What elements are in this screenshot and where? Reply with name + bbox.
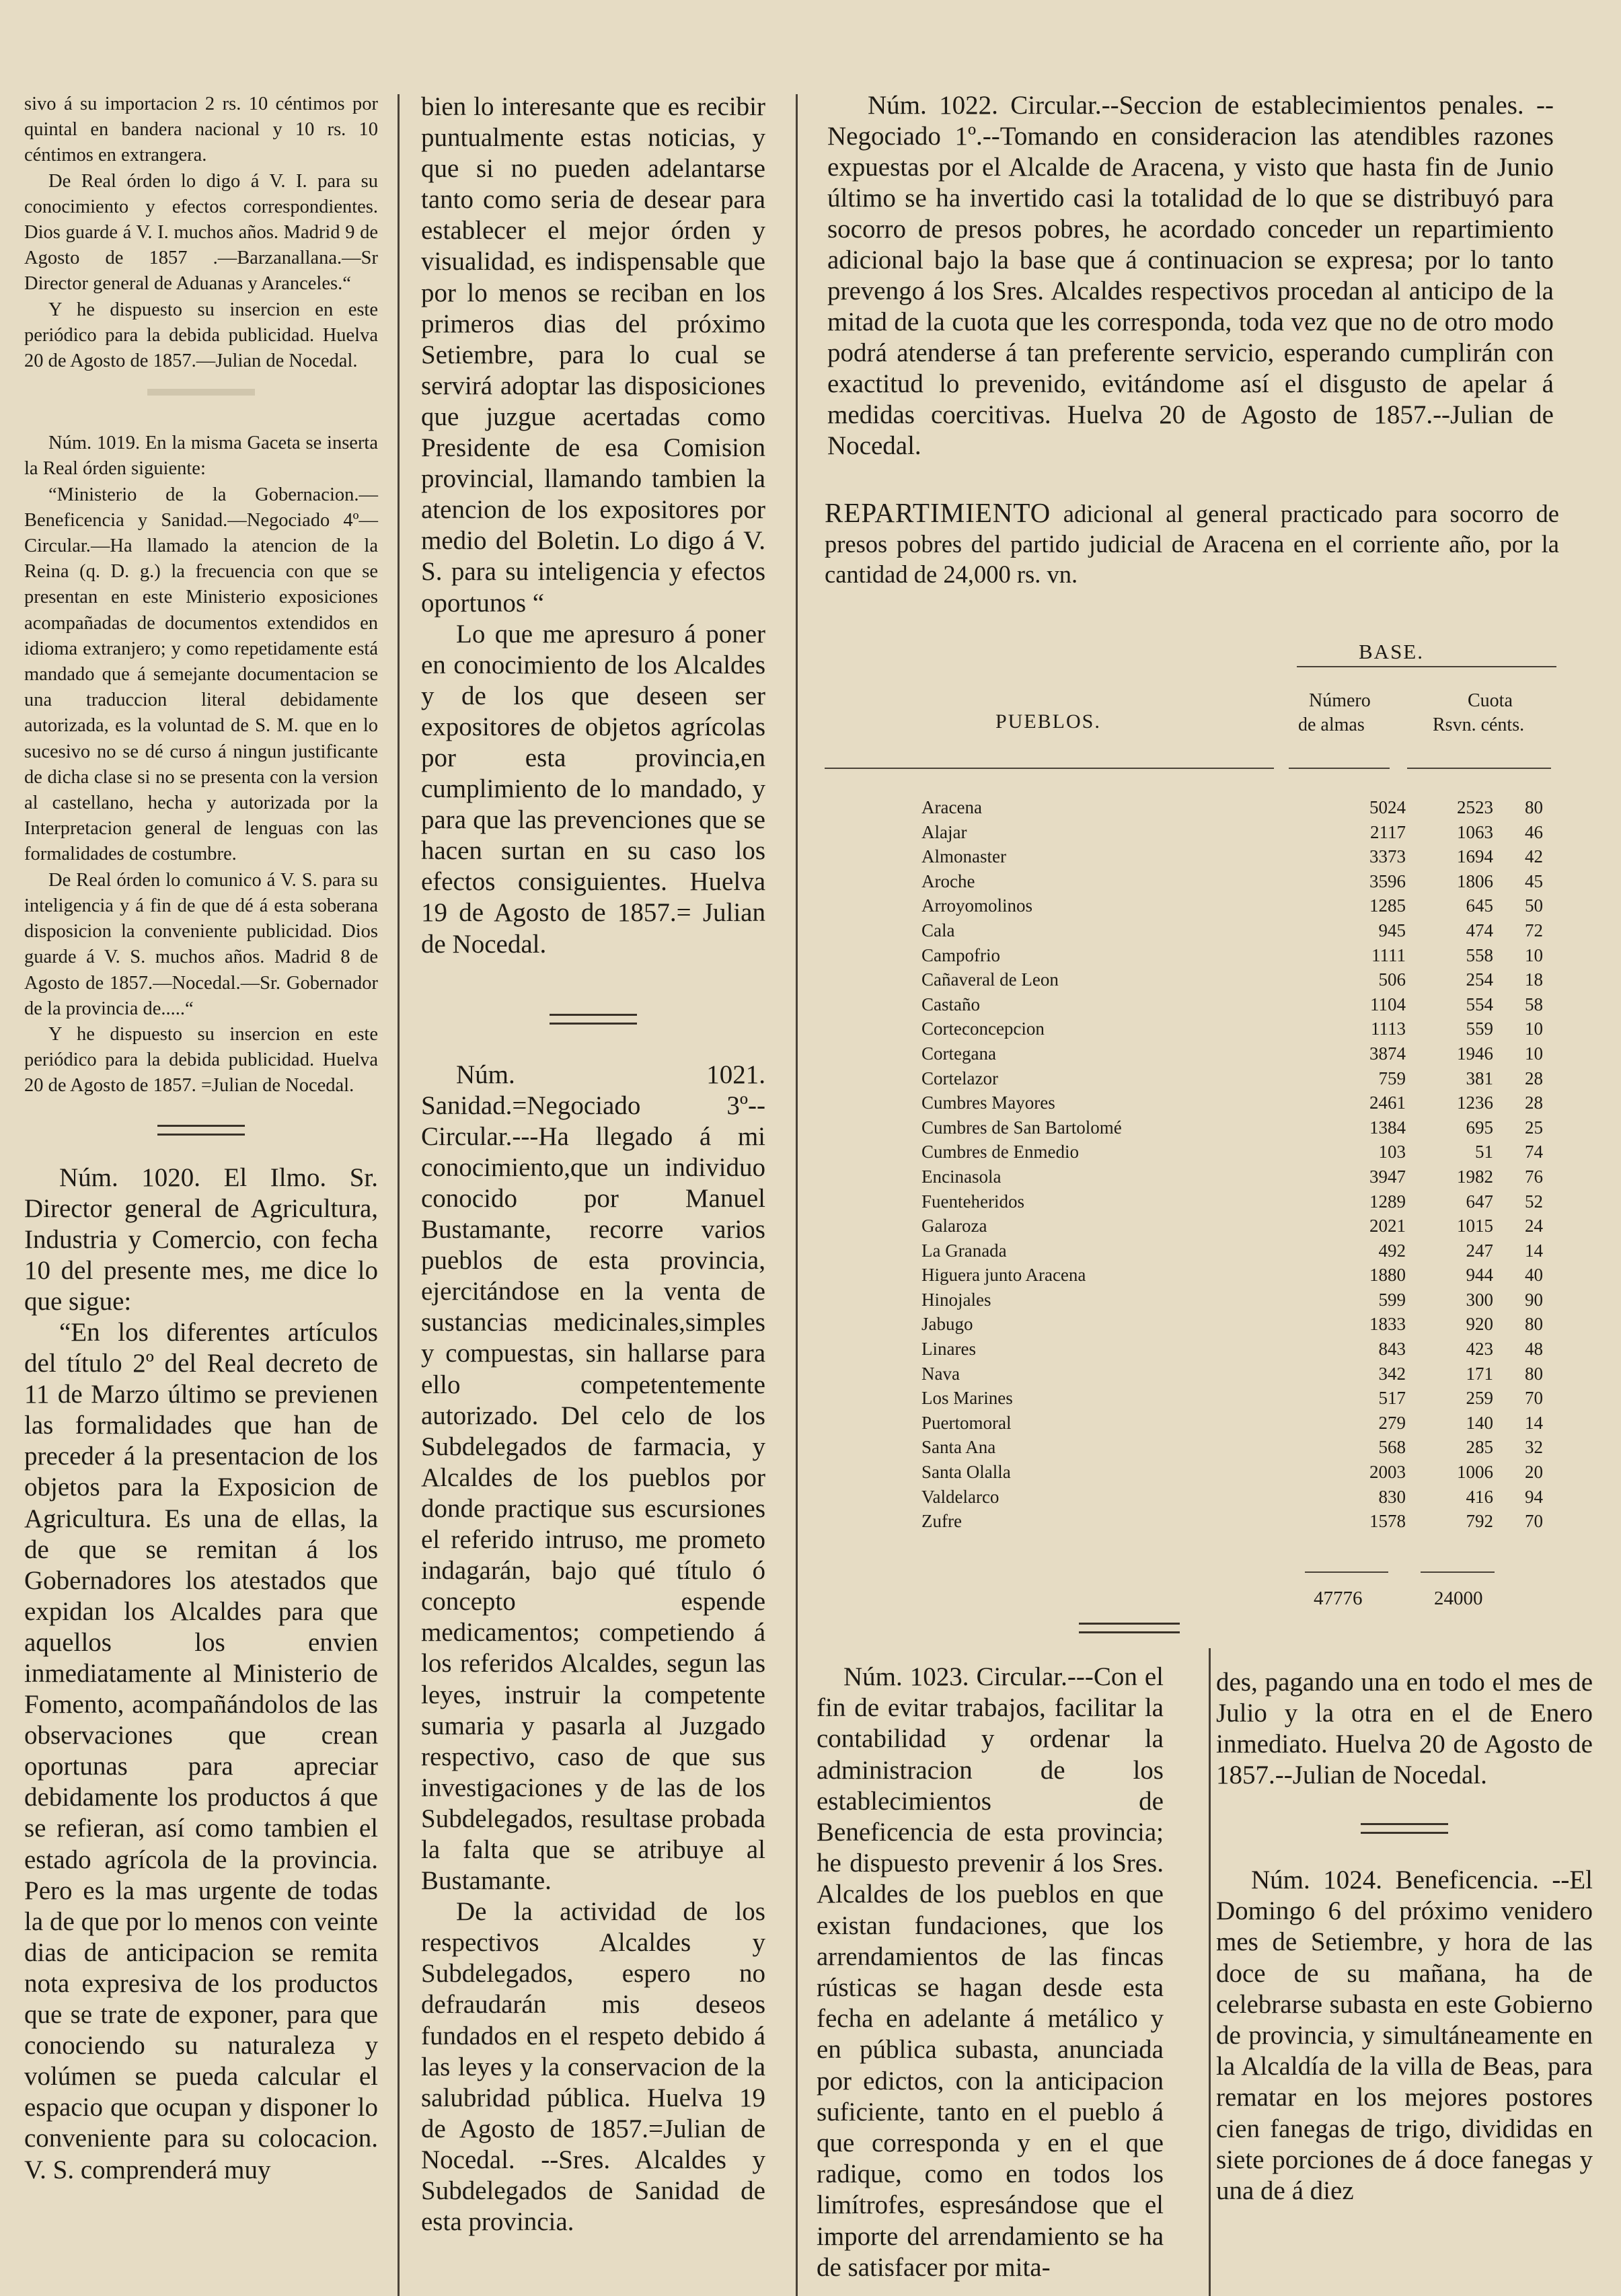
pueblo-name: Linares [921,1339,976,1360]
pueblo-name: Corteconcepcion [921,1019,1045,1039]
table-row [827,893,1543,918]
cell-spacer [1244,1337,1345,1362]
cell-spacer [1406,893,1433,918]
cell-spacer [1406,1312,1433,1337]
table-row [827,820,1543,845]
cell-spacer [1406,1386,1433,1411]
cuota-centimos: 52 [1525,1191,1543,1212]
header-rule-cuota [1407,768,1551,769]
cuota-reales: 51 [1475,1142,1493,1162]
cuota-centimos: 20 [1525,1462,1543,1483]
almas-value: 759 [1378,1068,1406,1088]
cuota-centimos: 14 [1525,1240,1543,1261]
almas-value: 2021 [1369,1216,1406,1236]
table-row [827,1288,1543,1312]
cuota-reales: 1982 [1457,1166,1493,1187]
fragment-publication: Y he dispuesto su insercion en este periódico para la debida publicidad. Huelva 20 de Agosto de 1857.—Julian de Nocedal. [24,299,378,372]
table-row [827,1386,1543,1411]
cuota-reales: 381 [1466,1068,1493,1088]
table-row [827,844,1543,869]
almas-value: 1111 [1371,945,1406,965]
repartimiento-table [827,795,1543,1534]
n1019-heading: Núm. 1019. En la misma Gaceta se inserta la Real órden siguiente: [24,433,378,480]
cuota-centimos: 58 [1525,994,1543,1014]
cuota-reales: 559 [1466,1019,1493,1039]
total-rule-almas [1305,1571,1388,1573]
table-row [827,1238,1543,1263]
table-row [827,943,1543,968]
table-row [827,1189,1543,1214]
repartimiento-word: REPARTIMIENTO [825,497,1051,528]
table-row [827,1485,1543,1510]
cuota-centimos: 70 [1525,1388,1543,1409]
almas-value: 2461 [1369,1093,1406,1113]
almas-value: 1104 [1370,994,1406,1014]
table-row [827,795,1543,820]
column-rule-1 [398,94,400,2296]
table-row [827,1041,1543,1066]
cell-spacer [1406,1115,1433,1140]
n1020-announcement: Lo que me apresuro á poner en conocimiento de los Alcaldes y de los que deseen ser expositores de objetos agrícolas por esta provincia,en cumplimiento de lo mandado, y para que las prevenciones que se hacen surtan en su caso los efectos consiguientes. Huelva 19 de Agosto de 1857.= Julian de Nocedal. [421,619,765,959]
pueblo-name: Cumbres de Enmedio [921,1142,1079,1162]
cuota-centimos: 28 [1525,1093,1543,1113]
n1020-body: “En los diferentes artículos del título 2º del Real decreto de 11 de Marzo último se previenen las formalidades que han de preceder á la presentacion de los objetos para la Exposicion de Agricultura. Es una de ellas, la de que se remitan á los Gobernadores los atestados que expidan los Alcaldes para que aquellos los envien inmediatamente al Ministerio de Fomento, acompañándolos de las observaciones que crean oportunas para apreciar debidamente los productos á que se refieran, así como tambien el estado agrícola de la provincia. Pero es la mas urgente de todas la de que por lo menos con veinte dias de anticipacion se remita nota expresiva de los productos que se trate de exponer, para que conociendo su naturaleza y volúmen se pueda calcular el espacio que ocupan y disponer lo conveniente para su colocacion. V. S. comprenderá muy [24,1317,378,2184]
cell-spacer [1406,918,1433,943]
n1023-block [817,1662,1164,2283]
n1020-continuation: bien lo interesante que es recibir puntualmente estas noticias, y que si no pueden adelantarse tanto como seria de desear para establecer el mejor órden y visualidad, es indispensable que por lo menos se reciban en los primeros dias del próximo Setiembre, para lo cual se servirá adoptar las disposiciones que juzgue acertadas como Presidente de esa Comision provincial, llamando tambien la atencion de los expositores por medio del Boletin. Lo digo á V. S. para su inteligencia y efectos oportunos “ [421,92,765,618]
pueblo-name: Jabugo [921,1314,973,1335]
cell-spacer [1244,1411,1345,1436]
cell-spacer [1406,1362,1433,1386]
repartimiento-title-rest: adicional al general practicado para socorro de presos pobres del partido judicial de Aracena en el corriente año, por la cantidad de 24,000 rs. vn. [825,500,1559,588]
pueblo-name: Los Marines [921,1388,1013,1409]
almas-value: 1285 [1369,895,1406,916]
cell-spacer [1244,1263,1345,1288]
pueblo-name: Castaño [921,994,980,1014]
almas-value: 3596 [1369,871,1406,891]
cell-spacer [1244,869,1345,894]
cell-spacer [1244,1041,1345,1066]
cuota-centimos: 48 [1525,1339,1543,1360]
header-rule-pueblos [825,768,1274,769]
separator [147,389,255,396]
cuota-centimos: 46 [1525,821,1543,842]
table-row [827,869,1543,894]
cell-spacer [1244,918,1345,943]
almas-value: 3373 [1369,846,1406,867]
cell-spacer [1406,1288,1433,1312]
cell-spacer [1406,820,1433,845]
almas-value: 830 [1378,1486,1406,1507]
cuota-reales: 695 [1466,1117,1493,1138]
cell-spacer [1244,1115,1345,1140]
cell-spacer [1244,893,1345,918]
pueblo-name: Hinojales [921,1289,991,1310]
almas-value: 5024 [1369,797,1406,817]
almas-value: 1578 [1369,1511,1406,1532]
pueblo-name: Zufre [921,1511,962,1532]
cell-spacer [1244,1090,1345,1115]
almas-value: 517 [1378,1388,1406,1409]
pueblo-name: Galaroza [921,1216,987,1236]
cell-spacer [1244,1016,1345,1041]
n1020-heading: Núm. 1020. El Ilmo. Sr. Director general de Agricultura, Industria y Comercio, con fecha 10 del presente mes, me dice lo que sigue: [24,1162,378,1316]
table-row [827,1016,1543,1041]
col-header-almas: de almas [1298,714,1365,735]
total-cuota: 24000 [1434,1588,1483,1609]
n1022-body: Núm. 1022. Circular.--Seccion de establecimientos penales. --Negociado 1º.--Tomando en consideracion las atendibles razones expuestas por el Alcalde de Aracena, y visto que hasta fin de Junio último se ha invertido casi la totalidad de lo que se distribuyó para socorro de presos pobres, he acordado conceder un repartimiento adicional bajo la base que á continuacion se expresa; por lo tanto prevengo á los Sres. Alcaldes respectivos procedan al anticipo de la mitad de la cuota que les corresponda, toda vez que no de otro modo podrá atenderse á tan preferente servicio, esperando cumplirán con exactitud lo prevenido, evitándome así el disgusto de apelar á medidas coercitivas. Huelva 20 de Agosto de 1857.--Julian de Nocedal. [827,91,1554,460]
cuota-centimos: 76 [1525,1166,1543,1187]
cell-spacer [1406,1263,1433,1288]
table-row [827,1140,1543,1164]
cell-spacer [1406,1214,1433,1238]
cuota-centimos: 10 [1525,1019,1543,1039]
pueblo-name: Cortegana [921,1043,996,1064]
pueblo-name: La Granada [921,1240,1007,1261]
col-header-numero: Número [1309,690,1371,711]
cell-spacer [1244,1362,1345,1386]
pueblo-name: Puertomoral [921,1412,1012,1433]
cuota-centimos: 10 [1525,945,1543,965]
almas-value: 3874 [1369,1043,1406,1064]
table-row [827,1509,1543,1534]
separator [1079,1623,1180,1633]
cell-spacer [1406,1509,1433,1534]
n1021-closing: De la actividad de los respectivos Alcaldes y Subdelegados, espero no defraudarán mis deseos fundados en el respeto debido á las leyes y la conservacion de la salubridad pública. Huelva 19 de Agosto de 1857.=Julian de Nocedal. --Sres. Alcaldes y Subdelegados de Sanidad de esta provincia. [421,1897,765,2237]
table-row [827,992,1543,1017]
cuota-centimos: 24 [1525,1216,1543,1236]
cuota-reales: 647 [1466,1191,1493,1212]
cuota-centimos: 42 [1525,846,1543,867]
cell-spacer [1244,943,1345,968]
almas-value: 2117 [1370,821,1406,842]
pueblo-name: Campofrio [921,945,1000,965]
cuota-reales: 792 [1466,1511,1493,1532]
bottom-right-block [1216,1667,1593,2207]
pueblo-name: Encinasola [921,1166,1002,1187]
cell-spacer [1406,1485,1433,1510]
cuota-centimos: 70 [1525,1511,1543,1532]
n1019-publication: Y he dispuesto su insercion en este periódico para la debida publicidad. Huelva 20 de Agosto de 1857. =Julian de Nocedal. [24,1023,378,1097]
cell-spacer [1244,967,1345,992]
cell-spacer [1406,1189,1433,1214]
cuota-centimos: 80 [1525,797,1543,817]
table-row [827,918,1543,943]
cuota-reales: 1006 [1457,1462,1493,1483]
table-row [827,1312,1543,1337]
n1022-block [827,90,1554,461]
cuota-reales: 259 [1466,1388,1493,1409]
almas-value: 506 [1378,969,1406,990]
cell-spacer [1244,1435,1345,1460]
separator [157,1125,245,1136]
table-row [827,1115,1543,1140]
pueblo-name: Nava [921,1363,960,1384]
pueblo-name: Cumbres de San Bartolomé [921,1117,1122,1138]
col-header-rsvn: Rsvn. cénts. [1433,714,1525,735]
cuota-reales: 558 [1466,945,1493,965]
pueblo-name: Cumbres Mayores [921,1093,1055,1113]
cell-spacer [1406,1238,1433,1263]
fragment-top: sivo á su importacion 2 rs. 10 céntimos por quintal en bandera nacional y 10 rs. 10 céntimos en extrangera. [24,94,378,166]
almas-value: 1833 [1369,1314,1406,1335]
n1019-body: “Ministerio de la Gobernacion.—Beneficencia y Sanidad.—Negociado 4º—Circular.—Ha llamado la atencion de la Reina (q. D. g.) la frecuencia con que se presentan en este Ministerio exposiciones acompañadas de documentos extendidos en idioma extranjero; y como repetidamente está mandado que á semejante documentacion se una traduccion literal debidamente autorizada, es la voluntad de S. M. que en lo sucesivo no se dé curso á ningun justificante de dicha clase si no se presenta con la version al castellano, hecha y autorizada por la Interpretacion general de lenguas con las formalidades de costumbre. [24,484,378,865]
n1023-body: Núm. 1023. Circular.---Con el fin de evitar trabajos, facilitar la contabilidad y ordenar la administracion de los establecimientos de Beneficencia de esta provincia; he dispuesto prevenir á los Sres. Alcaldes de los pueblos en que existan fundaciones, que los arrendamientos de las fincas rústicas se hagan desde esta fecha en adelante á metálico y en pública subasta, anunciada por edictos, con la anticipacion suficiente, tanto en el pueblo á que corresponda y en el que radique, como en todos los limítrofes, espresándose que el importe del arrendamiento se ha de satisfacer por mita- [817,1662,1164,2282]
pueblo-name: Aracena [921,797,982,817]
cuota-reales: 1236 [1457,1093,1493,1113]
header-rule-numero [1289,768,1390,769]
cell-spacer [1244,1189,1345,1214]
n1019-order: De Real órden lo comunico á V. S. para su inteligencia y á fin de que dé á esta soberana disposicion la conveniente publicidad. Dios guarde á V. S. muchos años. Madrid 8 de Agosto de 1857.—Nocedal.—Sr. Gobernador de la provincia de.....“ [24,869,378,1019]
cell-spacer [1406,844,1433,869]
cell-spacer [1244,795,1345,820]
almas-value: 103 [1378,1142,1406,1162]
cell-spacer [1406,1435,1433,1460]
fragment-order: De Real órden lo digo á V. I. para su conocimiento y efectos correspondientes. Dios guarde á V. I. muchos años. Madrid 9 de Agosto de 1857 .—Barzanallana.—Sr Director general de Aduanas y Aranceles.“ [24,170,378,295]
cell-spacer [1406,943,1433,968]
separator [550,1014,637,1025]
cuota-centimos: 14 [1525,1412,1543,1433]
almas-value: 279 [1378,1412,1406,1433]
pueblo-name: Alajar [921,821,967,842]
table-row [827,967,1543,992]
cuota-reales: 1063 [1457,821,1493,842]
almas-value: 2003 [1369,1462,1406,1483]
pueblo-name: Valdelarco [921,1486,1000,1507]
cuota-reales: 1806 [1457,871,1493,891]
almas-value: 1113 [1371,1019,1406,1039]
cuota-reales: 416 [1466,1486,1493,1507]
cuota-reales: 1946 [1457,1043,1493,1064]
pueblo-name: Cortelazor [921,1068,998,1088]
cuota-centimos: 18 [1525,969,1543,990]
table-row [827,1362,1543,1386]
cell-spacer [1244,1288,1345,1312]
cuota-centimos: 28 [1525,1068,1543,1088]
cuota-reales: 920 [1466,1314,1493,1335]
cuota-reales: 474 [1466,920,1493,940]
cuota-centimos: 72 [1525,920,1543,940]
cuota-centimos: 74 [1525,1142,1543,1162]
cell-spacer [1244,1485,1345,1510]
cuota-centimos: 80 [1525,1314,1543,1335]
repartimiento-table-wrap [827,795,1543,1534]
cell-spacer [1406,1090,1433,1115]
cuota-centimos: 90 [1525,1289,1543,1310]
cuota-reales: 554 [1466,994,1493,1014]
table-row [827,1066,1543,1091]
cuota-reales: 1015 [1457,1216,1493,1236]
cell-spacer [1244,1238,1345,1263]
cell-spacer [1244,1140,1345,1164]
column-rule-2 [796,94,798,2296]
cuota-centimos: 10 [1525,1043,1543,1064]
pueblo-name: Higuera junto Aracena [921,1265,1086,1286]
pueblo-name: Fuenteheridos [921,1191,1024,1212]
cell-spacer [1244,1386,1345,1411]
almas-value: 843 [1378,1339,1406,1360]
cuota-centimos: 80 [1525,1363,1543,1384]
cuota-reales: 254 [1466,969,1493,990]
cell-spacer [1244,1460,1345,1485]
cell-spacer [1244,1509,1345,1534]
pueblo-name: Cala [921,920,955,940]
table-row [827,1411,1543,1436]
pueblo-name: Cañaveral de Leon [921,969,1059,990]
table-row [827,1214,1543,1238]
table-row [827,1164,1543,1189]
cell-spacer [1406,1041,1433,1066]
cell-spacer [1406,1337,1433,1362]
cell-spacer [1244,1312,1345,1337]
almas-value: 1384 [1369,1117,1406,1138]
pueblo-name: Almonaster [921,846,1006,867]
almas-value: 1289 [1369,1191,1406,1212]
total-rule-cuota [1421,1571,1495,1573]
cuota-reales: 285 [1466,1437,1493,1458]
cuota-reales: 247 [1466,1240,1493,1261]
cell-spacer [1244,992,1345,1017]
pueblo-name: Santa Olalla [921,1462,1011,1483]
table-row [827,1435,1543,1460]
almas-value: 568 [1378,1437,1406,1458]
cuota-reales: 944 [1466,1265,1493,1286]
almas-value: 342 [1378,1363,1406,1384]
repartimiento-title [825,498,1559,589]
table-base-header: BASE. [1359,640,1424,663]
cuota-reales: 645 [1466,895,1493,916]
column-1 [24,91,378,2186]
cuota-reales: 140 [1466,1412,1493,1433]
pueblo-name: Santa Ana [921,1437,996,1458]
cuota-reales: 300 [1466,1289,1493,1310]
cuota-reales: 2523 [1457,797,1493,817]
cell-spacer [1406,967,1433,992]
table-row [827,1460,1543,1485]
cell-spacer [1244,1214,1345,1238]
cell-spacer [1406,1016,1433,1041]
cuota-reales: 171 [1466,1363,1493,1384]
col-header-pueblos: PUEBLOS. [995,710,1101,733]
cuota-reales: 1694 [1457,846,1493,867]
cuota-reales: 423 [1466,1339,1493,1360]
cell-spacer [1406,1460,1433,1485]
cell-spacer [1244,844,1345,869]
col-header-cuota: Cuota [1468,690,1513,711]
cuota-centimos: 40 [1525,1265,1543,1286]
cuota-centimos: 50 [1525,895,1543,916]
pueblo-name: Aroche [921,871,975,891]
base-underline [1297,666,1556,667]
column-rule-3 [1209,1648,1211,2296]
cell-spacer [1406,1411,1433,1436]
almas-value: 492 [1378,1240,1406,1261]
cuota-centimos: 45 [1525,871,1543,891]
cuota-centimos: 94 [1525,1486,1543,1507]
cell-spacer [1244,1066,1345,1091]
almas-value: 599 [1378,1289,1406,1310]
almas-value: 1880 [1369,1265,1406,1286]
cell-spacer [1244,1164,1345,1189]
separator [1361,1823,1448,1834]
cell-spacer [1406,1164,1433,1189]
n1023-continuation: des, pagando una en todo el mes de Julio y la otra en el de Enero inmediato. Huelva 20 de Agosto de 1857.--Julian de Nocedal. [1216,1668,1593,1789]
total-almas: 47776 [1314,1588,1363,1609]
table-row [827,1263,1543,1288]
cuota-centimos: 32 [1525,1437,1543,1458]
cell-spacer [1406,1140,1433,1164]
cell-spacer [1406,992,1433,1017]
table-row [827,1090,1543,1115]
n1021-body: Núm. 1021. Sanidad.=Negociado 3º--Circular.---Ha llegado á mi conocimiento,que un individuo conocido por Manuel Bustamante, recorre varios pueblos de esta provincia, ejercitándose en la venta de sustancias medicinales,simples y compuestas, sin hallarse para ello competentemente autorizado. Del celo de los Subdelegados de farmacia, y Alcaldes de los pueblos por donde practique sus escursiones el referido intruso, me prometo indagarán, bajo qué título ó concepto espende medicamentos; competiendo á los referidos Alcaldes, segun las leyes, instruir la competente sumaria y pasarla al Juzgado respectivo, caso de que sus investigaciones y de las de los Subdelegados, resultase probada la falta que se atribuye al Bustamante. [421,1060,765,1896]
n1024-body: Núm. 1024. Beneficencia. --El Domingo 6 del próximo venidero mes de Setiembre, y hora de las doce de su mañana, ha de celebrarse subasta en este Gobierno de provincia, y simultáneamente en la Alcaldía de la villa de Beas, para rematar en los mejores postores cien fanegas de trigo, divididas en siete porciones de á doce fanegas y una de á diez [1216,1865,1593,2206]
cuota-centimos: 25 [1525,1117,1543,1138]
cell-spacer [1406,795,1433,820]
column-2 [421,91,765,2237]
almas-value: 3947 [1369,1166,1406,1187]
almas-value: 945 [1378,920,1406,940]
pueblo-name: Arroyomolinos [921,895,1032,916]
cell-spacer [1406,1066,1433,1091]
cell-spacer [1406,869,1433,894]
table-row [827,1337,1543,1362]
cell-spacer [1244,820,1345,845]
